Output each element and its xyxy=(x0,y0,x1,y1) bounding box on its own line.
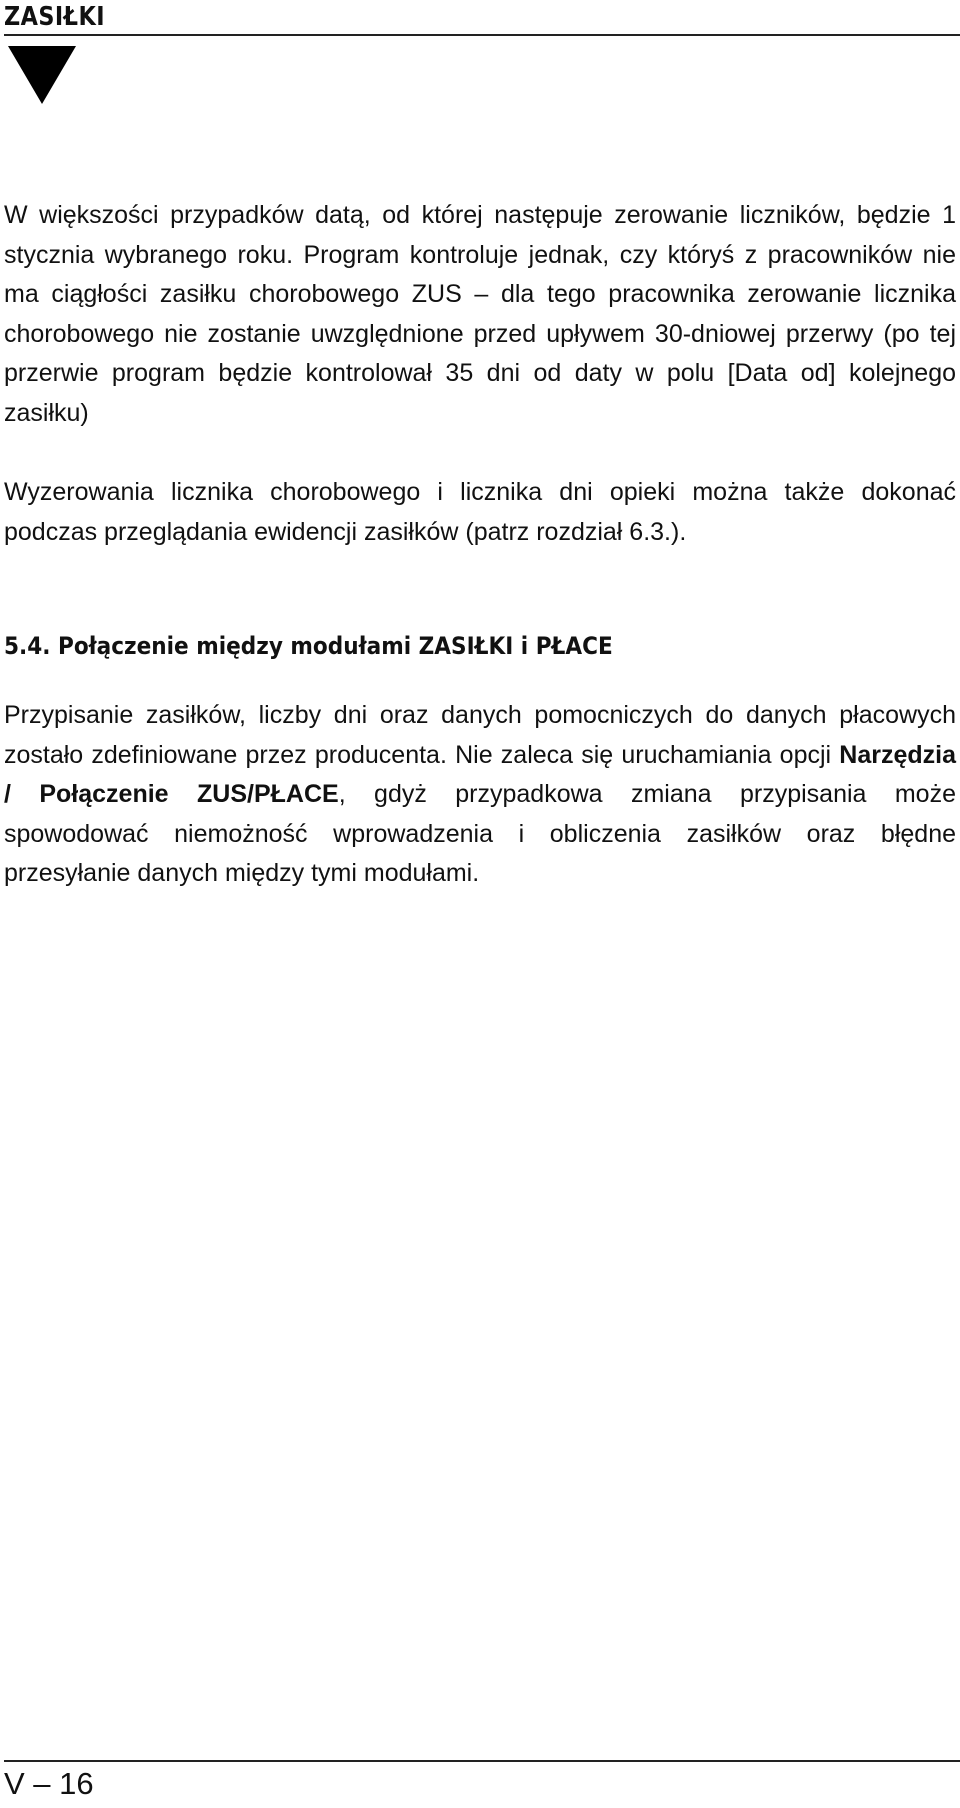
main-content xyxy=(4,196,956,894)
section-text-part1: Przypisanie zasiłków, liczby dni oraz danych pomocniczych do danych płacowych zostało zdefiniowane przez producenta. Nie zaleca się uruchamiania opcji xyxy=(4,701,956,769)
chapter-title: ZASIŁKI xyxy=(4,2,105,32)
footer-divider xyxy=(4,1760,960,1762)
paragraph-manual-reset: Wyzerowania licznika chorobowego i licznika dni opieki można także dokonać podczas przeglądania ewidencji zasiłków (patrz rozdział 6.3.). xyxy=(4,478,956,546)
down-triangle-icon xyxy=(8,46,76,104)
paragraph-module-connection xyxy=(4,696,956,894)
paragraph-counter-reset: W większości przypadków datą, od której następuje zerowanie liczników, będzie 1 stycznia wybranego roku. Program kontroluje jednak, czy któryś z pracowników nie ma ciągłości zasiłku chorobowego ZUS – dla tego pracownika zerowanie licznika chorobowego nie zostanie uwzględnione przed upływem 30-dniowej przerwy (po tej przerwie program będzie kontrolował 35 dni od daty w polu [Data od] kolejnego zasiłku) xyxy=(4,201,956,427)
menu-path: Narzędzia / Połączenie ZUS/PŁACE xyxy=(4,740,956,808)
section-text-part2: , gdyż przypadkowa zmiana przypisania może spowodować niemożność wprowadzenia i obliczenia zasiłków oraz błędne przesyłanie danych między tymi modułami. xyxy=(4,780,956,887)
header-divider xyxy=(4,34,960,36)
section-heading: 5.4. Połączenie między modułami ZASIŁKI i PŁACE xyxy=(4,632,613,660)
page-number: V – 16 xyxy=(4,1766,94,1801)
